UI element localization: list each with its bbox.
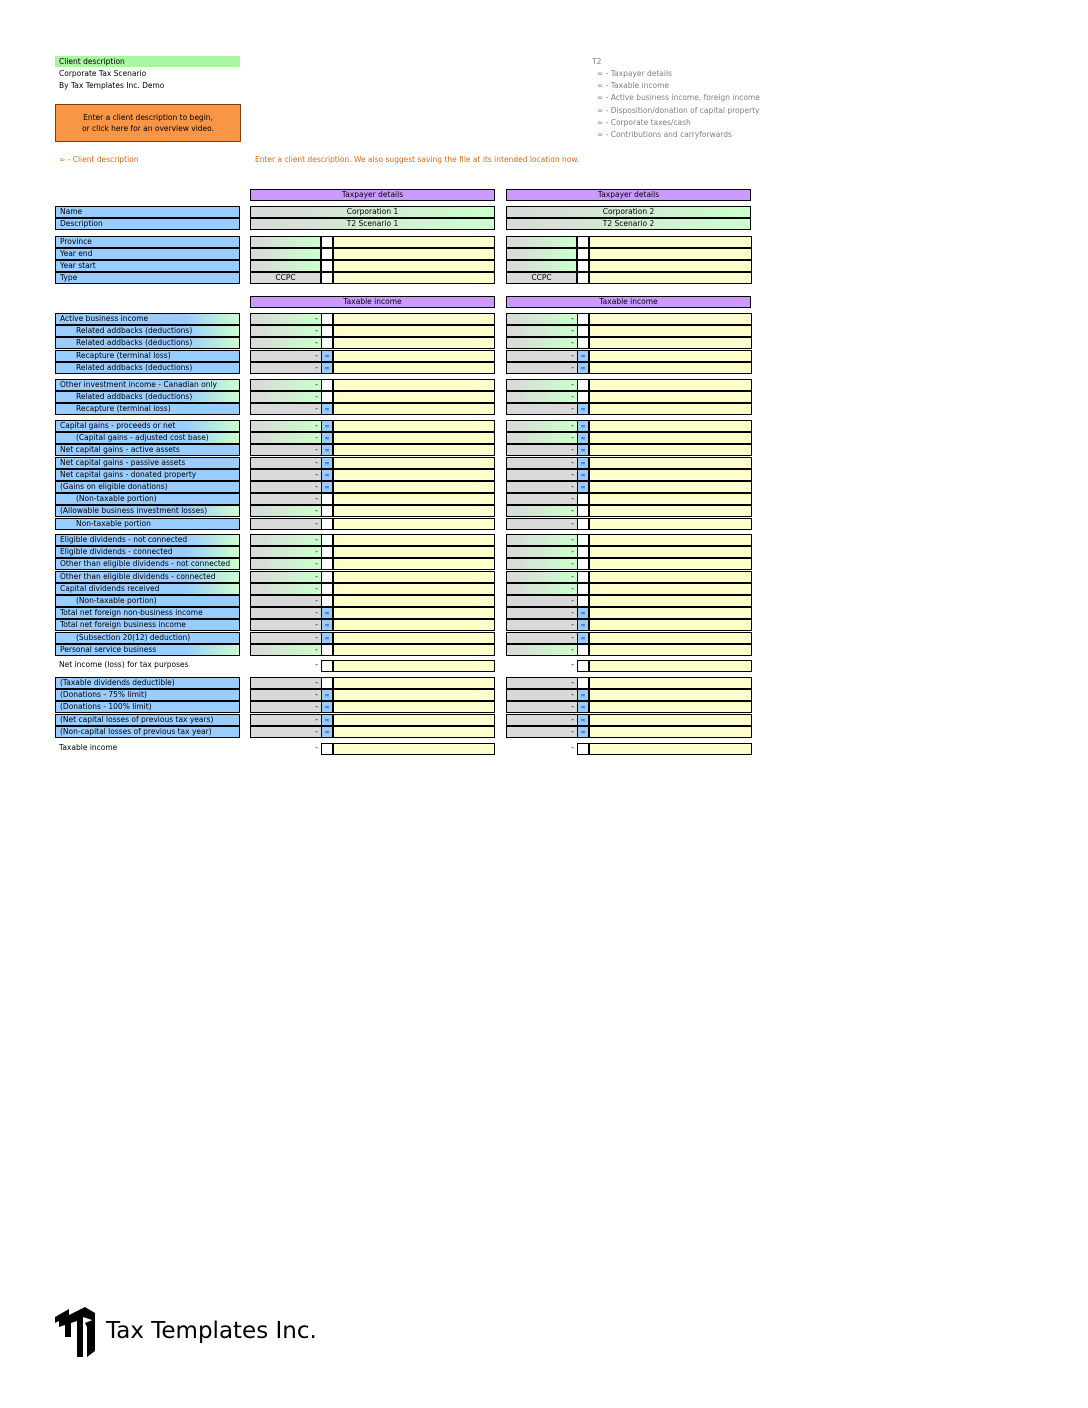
infinity-link-icon[interactable]: ∞: [577, 444, 589, 456]
indicator-box: [577, 583, 589, 595]
info-label-2: Year start: [55, 260, 240, 272]
income-value-corp1[interactable]: -: [250, 337, 321, 349]
income-note-corp1[interactable]: [333, 313, 495, 325]
income-note-corp1[interactable]: [333, 619, 495, 631]
income-note-corp2[interactable]: [589, 534, 752, 546]
indicator-box: [321, 391, 333, 403]
indicator-box: [321, 325, 333, 337]
income-value-corp2[interactable]: -: [506, 534, 577, 546]
income-value-corp2[interactable]: -: [506, 701, 577, 713]
infinity-link-icon[interactable]: ∞: [321, 469, 333, 481]
income-note-corp1[interactable]: [333, 660, 495, 672]
indicator-box: [321, 534, 333, 546]
income-value-corp1[interactable]: -: [250, 432, 321, 444]
income-note-corp2[interactable]: [589, 660, 752, 672]
infinity-link-icon[interactable]: ∞: [577, 420, 589, 432]
income-row-label: Total net foreign non-business income: [55, 607, 240, 619]
client-description-link[interactable]: ∞ - Client description: [59, 155, 139, 164]
income-value-corp1[interactable]: -: [250, 607, 321, 619]
income-note-corp1[interactable]: [333, 677, 495, 689]
infinity-link-icon[interactable]: ∞: [321, 457, 333, 469]
indicator-box: [577, 379, 589, 391]
income-row-label: Non-taxable portion: [55, 518, 240, 530]
income-value-corp1[interactable]: -: [250, 558, 321, 570]
income-note-corp1[interactable]: [333, 350, 495, 362]
income-value-corp1[interactable]: -: [250, 420, 321, 432]
income-value-corp1[interactable]: -: [250, 534, 321, 546]
nav-item[interactable]: ∞ - Taxpayer details: [597, 69, 672, 78]
tax-templates-logo: [55, 1307, 99, 1359]
income-note-corp2[interactable]: [589, 518, 752, 530]
income-note-corp2[interactable]: [589, 583, 752, 595]
indicator-box: [577, 546, 589, 558]
income-value-corp2[interactable]: -: [506, 660, 577, 672]
indicator-box: [321, 337, 333, 349]
indicator-box: [321, 546, 333, 558]
income-row-label: (Taxable dividends deductible): [55, 677, 240, 689]
infinity-link-icon[interactable]: ∞: [577, 362, 589, 374]
infinity-link-icon[interactable]: ∞: [321, 726, 333, 738]
income-note-corp2[interactable]: [589, 325, 752, 337]
income-value-corp2[interactable]: -: [506, 481, 577, 493]
income-value-corp2[interactable]: -: [506, 362, 577, 374]
corp1-info-0[interactable]: [250, 236, 321, 248]
income-value-corp2[interactable]: -: [506, 595, 577, 607]
income-row-label: Eligible dividends - not connected: [55, 534, 240, 546]
infinity-link-icon[interactable]: ∞: [577, 714, 589, 726]
income-note-corp2[interactable]: [589, 505, 752, 517]
indicator-box: [577, 391, 589, 403]
start-button-line1: Enter a client description to begin,: [83, 113, 213, 122]
income-row-label: Related addbacks (deductions): [55, 362, 240, 374]
income-row-label: Recapture (terminal loss): [55, 350, 240, 362]
income-row-label: Related addbacks (deductions): [55, 325, 240, 337]
income-note-corp1[interactable]: [333, 391, 495, 403]
corp2-info-indicator: [577, 236, 589, 248]
corp2-description[interactable]: T2 Scenario 2: [506, 218, 751, 230]
corp1-info-2[interactable]: [250, 260, 321, 272]
income-note-corp2[interactable]: [589, 632, 752, 644]
income-value-corp2[interactable]: -: [506, 546, 577, 558]
income-note-corp1[interactable]: [333, 701, 495, 713]
nav-list: [597, 68, 760, 141]
income-note-corp2[interactable]: [589, 350, 752, 362]
nav-item[interactable]: ∞ - Contributions and carryforwards: [597, 129, 732, 139]
income-note-corp2[interactable]: [589, 546, 752, 558]
income-row-label: Personal service business: [55, 644, 240, 656]
income-note-corp1[interactable]: [333, 583, 495, 595]
income-value-corp2[interactable]: -: [506, 432, 577, 444]
indicator-box: [577, 534, 589, 546]
infinity-link-icon[interactable]: ∞: [321, 701, 333, 713]
income-note-corp1[interactable]: [333, 714, 495, 726]
income-note-corp2[interactable]: [589, 743, 752, 755]
income-value-corp1[interactable]: -: [250, 325, 321, 337]
indicator-box: [577, 677, 589, 689]
corp1-info-indicator: [321, 236, 333, 248]
corp1-info-note[interactable]: [333, 260, 495, 272]
income-note-corp1[interactable]: [333, 546, 495, 558]
indicator-box: [321, 558, 333, 570]
client-description-header[interactable]: Client description: [55, 56, 240, 67]
infinity-link-icon[interactable]: ∞: [321, 350, 333, 362]
income-row-label: Capital gains - proceeds or net: [55, 420, 240, 432]
description-label: Description: [55, 218, 240, 230]
infinity-link-icon[interactable]: ∞: [321, 403, 333, 415]
income-value-corp2[interactable]: -: [506, 743, 577, 755]
income-value-corp1[interactable]: -: [250, 743, 321, 755]
income-value-corp1[interactable]: -: [250, 660, 321, 672]
income-value-corp1[interactable]: -: [250, 505, 321, 517]
corp2-info-indicator: [577, 248, 589, 260]
income-note-corp2[interactable]: [589, 493, 752, 505]
corp2-info-indicator: [577, 272, 589, 284]
income-note-corp1[interactable]: [333, 432, 495, 444]
income-note-corp1[interactable]: [333, 689, 495, 701]
income-note-corp1[interactable]: [333, 325, 495, 337]
income-note-corp2[interactable]: [589, 571, 752, 583]
start-button-line2: or click here for an overview video.: [81, 124, 215, 133]
income-value-corp2[interactable]: -: [506, 583, 577, 595]
income-note-corp2[interactable]: [589, 726, 752, 738]
indicator-box: [321, 644, 333, 656]
income-row-label: Taxable income: [59, 743, 118, 752]
indicator-box: [321, 571, 333, 583]
income-row-label: Net income (loss) for tax purposes: [59, 660, 189, 669]
start-video-button[interactable]: [55, 104, 241, 142]
income-value-corp2[interactable]: -: [506, 325, 577, 337]
income-row-label: (Non-taxable portion): [55, 493, 240, 505]
income-note-corp1[interactable]: [333, 457, 495, 469]
income-value-corp2[interactable]: -: [506, 644, 577, 656]
income-note-corp1[interactable]: [333, 505, 495, 517]
indicator-box: [577, 660, 589, 672]
corp2-info-1[interactable]: [506, 248, 577, 260]
infinity-link-icon[interactable]: ∞: [577, 350, 589, 362]
income-value-corp1[interactable]: -: [250, 350, 321, 362]
corp2-info-0[interactable]: [506, 236, 577, 248]
indicator-box: [321, 379, 333, 391]
infinity-link-icon[interactable]: ∞: [321, 689, 333, 701]
income-note-corp2[interactable]: [589, 619, 752, 631]
income-value-corp1[interactable]: -: [250, 469, 321, 481]
income-note-corp2[interactable]: [589, 420, 752, 432]
income-note-corp1[interactable]: [333, 481, 495, 493]
income-value-corp2[interactable]: -: [506, 493, 577, 505]
income-note-corp1[interactable]: [333, 726, 495, 738]
income-value-corp2[interactable]: -: [506, 571, 577, 583]
infinity-link-icon[interactable]: ∞: [577, 432, 589, 444]
corp1-info-note[interactable]: [333, 248, 495, 260]
infinity-link-icon[interactable]: ∞: [321, 632, 333, 644]
corp1-name[interactable]: Corporation 1: [250, 206, 495, 218]
income-note-corp2[interactable]: [589, 558, 752, 570]
income-value-corp1[interactable]: -: [250, 546, 321, 558]
income-value-corp2[interactable]: -: [506, 391, 577, 403]
indicator-box: [321, 677, 333, 689]
indicator-box: [321, 505, 333, 517]
income-row-label: Active business income: [55, 313, 240, 325]
corp1-info-1[interactable]: [250, 248, 321, 260]
taxable-income-header-1: Taxable income: [250, 296, 495, 308]
nav-item[interactable]: ∞ - Disposition/donation of capital property: [597, 105, 760, 115]
income-row-label: Net capital gains - passive assets: [55, 457, 240, 469]
corp2-info-2[interactable]: [506, 260, 577, 272]
indicator-box: [577, 595, 589, 607]
indicator-box: [577, 325, 589, 337]
income-note-corp2[interactable]: [589, 337, 752, 349]
corp1-info-indicator: [321, 272, 333, 284]
corp1-info-note[interactable]: [333, 236, 495, 248]
income-value-corp1[interactable]: -: [250, 595, 321, 607]
corp2-name[interactable]: Corporation 2: [506, 206, 751, 218]
income-row-label: Related addbacks (deductions): [55, 337, 240, 349]
income-value-corp1[interactable]: -: [250, 701, 321, 713]
income-value-corp2[interactable]: -: [506, 403, 577, 415]
income-value-corp1[interactable]: -: [250, 444, 321, 456]
infinity-link-icon[interactable]: ∞: [321, 619, 333, 631]
indicator-box: [577, 571, 589, 583]
income-note-corp1[interactable]: [333, 469, 495, 481]
income-row-label: Total net foreign business income: [55, 619, 240, 631]
income-value-corp1[interactable]: -: [250, 362, 321, 374]
income-note-corp1[interactable]: [333, 362, 495, 374]
income-value-corp1[interactable]: -: [250, 518, 321, 530]
corp2-info-note[interactable]: [589, 248, 752, 260]
income-value-corp1[interactable]: -: [250, 391, 321, 403]
income-note-corp1[interactable]: [333, 420, 495, 432]
income-note-corp2[interactable]: [589, 403, 752, 415]
income-value-corp1[interactable]: -: [250, 714, 321, 726]
corp2-type[interactable]: CCPC: [506, 272, 577, 284]
income-row-label: Other than eligible dividends - not connected: [55, 558, 240, 570]
income-note-corp1[interactable]: [333, 403, 495, 415]
income-value-corp1[interactable]: -: [250, 677, 321, 689]
infinity-link-icon[interactable]: ∞: [577, 457, 589, 469]
info-label-1: Year end: [55, 248, 240, 260]
logo-text: Tax Templates Inc.: [106, 1318, 317, 1344]
indicator-box: [321, 660, 333, 672]
income-row-label: (Donations - 75% limit): [55, 689, 240, 701]
infinity-link-icon[interactable]: ∞: [577, 689, 589, 701]
income-value-corp2[interactable]: -: [506, 607, 577, 619]
income-value-corp1[interactable]: -: [250, 583, 321, 595]
infinity-link-icon[interactable]: ∞: [321, 444, 333, 456]
income-note-corp1[interactable]: [333, 595, 495, 607]
income-row-label: (Allowable business investment losses): [55, 505, 240, 517]
income-row-label: Other investment income - Canadian only: [55, 379, 240, 391]
infinity-link-icon[interactable]: ∞: [321, 714, 333, 726]
indicator-box: [321, 518, 333, 530]
corp1-description[interactable]: T2 Scenario 1: [250, 218, 495, 230]
indicator-box: [321, 743, 333, 755]
income-value-corp2[interactable]: -: [506, 619, 577, 631]
income-value-corp2[interactable]: -: [506, 677, 577, 689]
income-note-corp1[interactable]: [333, 571, 495, 583]
income-row-label: (Net capital losses of previous tax years): [55, 714, 240, 726]
income-row-label: Other than eligible dividends - connected: [55, 571, 240, 583]
indicator-box: [321, 493, 333, 505]
corp2-info-note[interactable]: [589, 260, 752, 272]
income-value-corp2[interactable]: -: [506, 469, 577, 481]
indicator-box: [577, 743, 589, 755]
taxable-income-header-2: Taxable income: [506, 296, 751, 308]
income-note-corp1[interactable]: [333, 644, 495, 656]
income-value-corp2[interactable]: -: [506, 558, 577, 570]
income-value-corp1[interactable]: -: [250, 726, 321, 738]
income-row-label: Recapture (terminal loss): [55, 403, 240, 415]
name-label: Name: [55, 206, 240, 218]
nav-title: T2: [592, 57, 602, 66]
income-note-corp2[interactable]: [589, 469, 752, 481]
income-note-corp1[interactable]: [333, 337, 495, 349]
nav-item[interactable]: ∞ - Taxable income: [597, 81, 670, 91]
income-note-corp2[interactable]: [589, 379, 752, 391]
income-note-corp1[interactable]: [333, 444, 495, 456]
income-value-corp1[interactable]: -: [250, 379, 321, 391]
income-note-corp2[interactable]: [589, 644, 752, 656]
income-value-corp2[interactable]: -: [506, 457, 577, 469]
corp2-info-note[interactable]: [589, 272, 752, 284]
infinity-link-icon[interactable]: ∞: [321, 420, 333, 432]
income-note-corp2[interactable]: [589, 444, 752, 456]
income-note-corp2[interactable]: [589, 432, 752, 444]
income-note-corp1[interactable]: [333, 534, 495, 546]
infinity-link-icon[interactable]: ∞: [577, 481, 589, 493]
income-note-corp2[interactable]: [589, 362, 752, 374]
income-note-corp1[interactable]: [333, 632, 495, 644]
indicator-box: [321, 583, 333, 595]
income-row-label: (Non-capital losses of previous tax year): [55, 726, 240, 738]
income-note-corp2[interactable]: [589, 391, 752, 403]
indicator-box: [577, 505, 589, 517]
income-note-corp2[interactable]: [589, 689, 752, 701]
income-note-corp2[interactable]: [589, 595, 752, 607]
corp1-info-note[interactable]: [333, 272, 495, 284]
income-note-corp1[interactable]: [333, 607, 495, 619]
scenario-title: Corporate Tax Scenario: [59, 69, 147, 78]
income-row-label: Capital dividends received: [55, 583, 240, 595]
income-value-corp1[interactable]: -: [250, 313, 321, 325]
income-value-corp2[interactable]: -: [506, 632, 577, 644]
infinity-link-icon[interactable]: ∞: [577, 701, 589, 713]
income-value-corp2[interactable]: -: [506, 313, 577, 325]
income-value-corp2[interactable]: -: [506, 518, 577, 530]
income-value-corp1[interactable]: -: [250, 403, 321, 415]
income-note-corp2[interactable]: [589, 481, 752, 493]
infinity-link-icon[interactable]: ∞: [321, 607, 333, 619]
taxpayer-header-2: Taxpayer details: [506, 189, 751, 201]
income-row-label: (Capital gains - adjusted cost base): [55, 432, 240, 444]
income-note-corp1[interactable]: [333, 493, 495, 505]
indicator-box: [321, 595, 333, 607]
indicator-box: [577, 337, 589, 349]
infinity-link-icon[interactable]: ∞: [321, 432, 333, 444]
income-note-corp2[interactable]: [589, 313, 752, 325]
income-note-corp2[interactable]: [589, 677, 752, 689]
income-row-label: (Non-taxable portion): [55, 595, 240, 607]
client-hint: Enter a client description. We also suggest saving the file at its intended location now.: [255, 155, 580, 164]
income-note-corp1[interactable]: [333, 379, 495, 391]
corp1-type[interactable]: CCPC: [250, 272, 321, 284]
income-value-corp1[interactable]: -: [250, 457, 321, 469]
income-value-corp2[interactable]: -: [506, 337, 577, 349]
income-row-label: (Donations - 100% limit): [55, 701, 240, 713]
corp1-info-indicator: [321, 260, 333, 272]
info-label-3: Type: [55, 272, 240, 284]
income-value-corp2[interactable]: -: [506, 714, 577, 726]
corp1-info-indicator: [321, 248, 333, 260]
income-value-corp1[interactable]: -: [250, 571, 321, 583]
infinity-link-icon[interactable]: ∞: [577, 469, 589, 481]
infinity-link-icon[interactable]: ∞: [577, 632, 589, 644]
infinity-link-icon[interactable]: ∞: [577, 726, 589, 738]
indicator-box: [577, 518, 589, 530]
income-note-corp2[interactable]: [589, 607, 752, 619]
info-label-0: Province: [55, 236, 240, 248]
income-row-label: (Subsection 20(12) deduction): [55, 632, 240, 644]
income-value-corp2[interactable]: -: [506, 444, 577, 456]
income-value-corp1[interactable]: -: [250, 481, 321, 493]
indicator-box: [577, 558, 589, 570]
income-value-corp1[interactable]: -: [250, 644, 321, 656]
income-note-corp2[interactable]: [589, 457, 752, 469]
taxpayer-header-1: Taxpayer details: [250, 189, 495, 201]
income-note-corp1[interactable]: [333, 743, 495, 755]
indicator-box: [577, 493, 589, 505]
income-note-corp2[interactable]: [589, 714, 752, 726]
income-row-label: Net capital gains - active assets: [55, 444, 240, 456]
income-value-corp1[interactable]: -: [250, 493, 321, 505]
infinity-link-icon[interactable]: ∞: [577, 403, 589, 415]
infinity-link-icon[interactable]: ∞: [577, 619, 589, 631]
logo-mark-icon: [55, 1307, 99, 1357]
income-row-label: Eligible dividends - connected: [55, 546, 240, 558]
income-note-corp1[interactable]: [333, 558, 495, 570]
corp2-info-indicator: [577, 260, 589, 272]
income-value-corp2[interactable]: -: [506, 420, 577, 432]
nav-item[interactable]: ∞ - Corporate taxes/cash: [597, 117, 691, 127]
income-row-label: (Gains on eligible donations): [55, 481, 240, 493]
indicator-box: [577, 313, 589, 325]
income-value-corp1[interactable]: -: [250, 689, 321, 701]
income-note-corp2[interactable]: [589, 701, 752, 713]
income-value-corp2[interactable]: -: [506, 505, 577, 517]
infinity-link-icon[interactable]: ∞: [321, 481, 333, 493]
income-value-corp2[interactable]: -: [506, 379, 577, 391]
nav-item[interactable]: ∞ - Active business income, foreign income: [597, 93, 760, 103]
income-value-corp1[interactable]: -: [250, 632, 321, 644]
infinity-link-icon[interactable]: ∞: [321, 362, 333, 374]
infinity-link-icon[interactable]: ∞: [577, 607, 589, 619]
indicator-box: [577, 644, 589, 656]
income-value-corp2[interactable]: -: [506, 689, 577, 701]
author-line: By Tax Templates Inc. Demo: [59, 81, 165, 90]
income-note-corp1[interactable]: [333, 518, 495, 530]
income-row-label: Net capital gains - donated property: [55, 469, 240, 481]
indicator-box: [321, 313, 333, 325]
corp2-info-note[interactable]: [589, 236, 752, 248]
income-value-corp2[interactable]: -: [506, 350, 577, 362]
income-row-label: Related addbacks (deductions): [55, 391, 240, 403]
income-value-corp1[interactable]: -: [250, 619, 321, 631]
income-value-corp2[interactable]: -: [506, 726, 577, 738]
